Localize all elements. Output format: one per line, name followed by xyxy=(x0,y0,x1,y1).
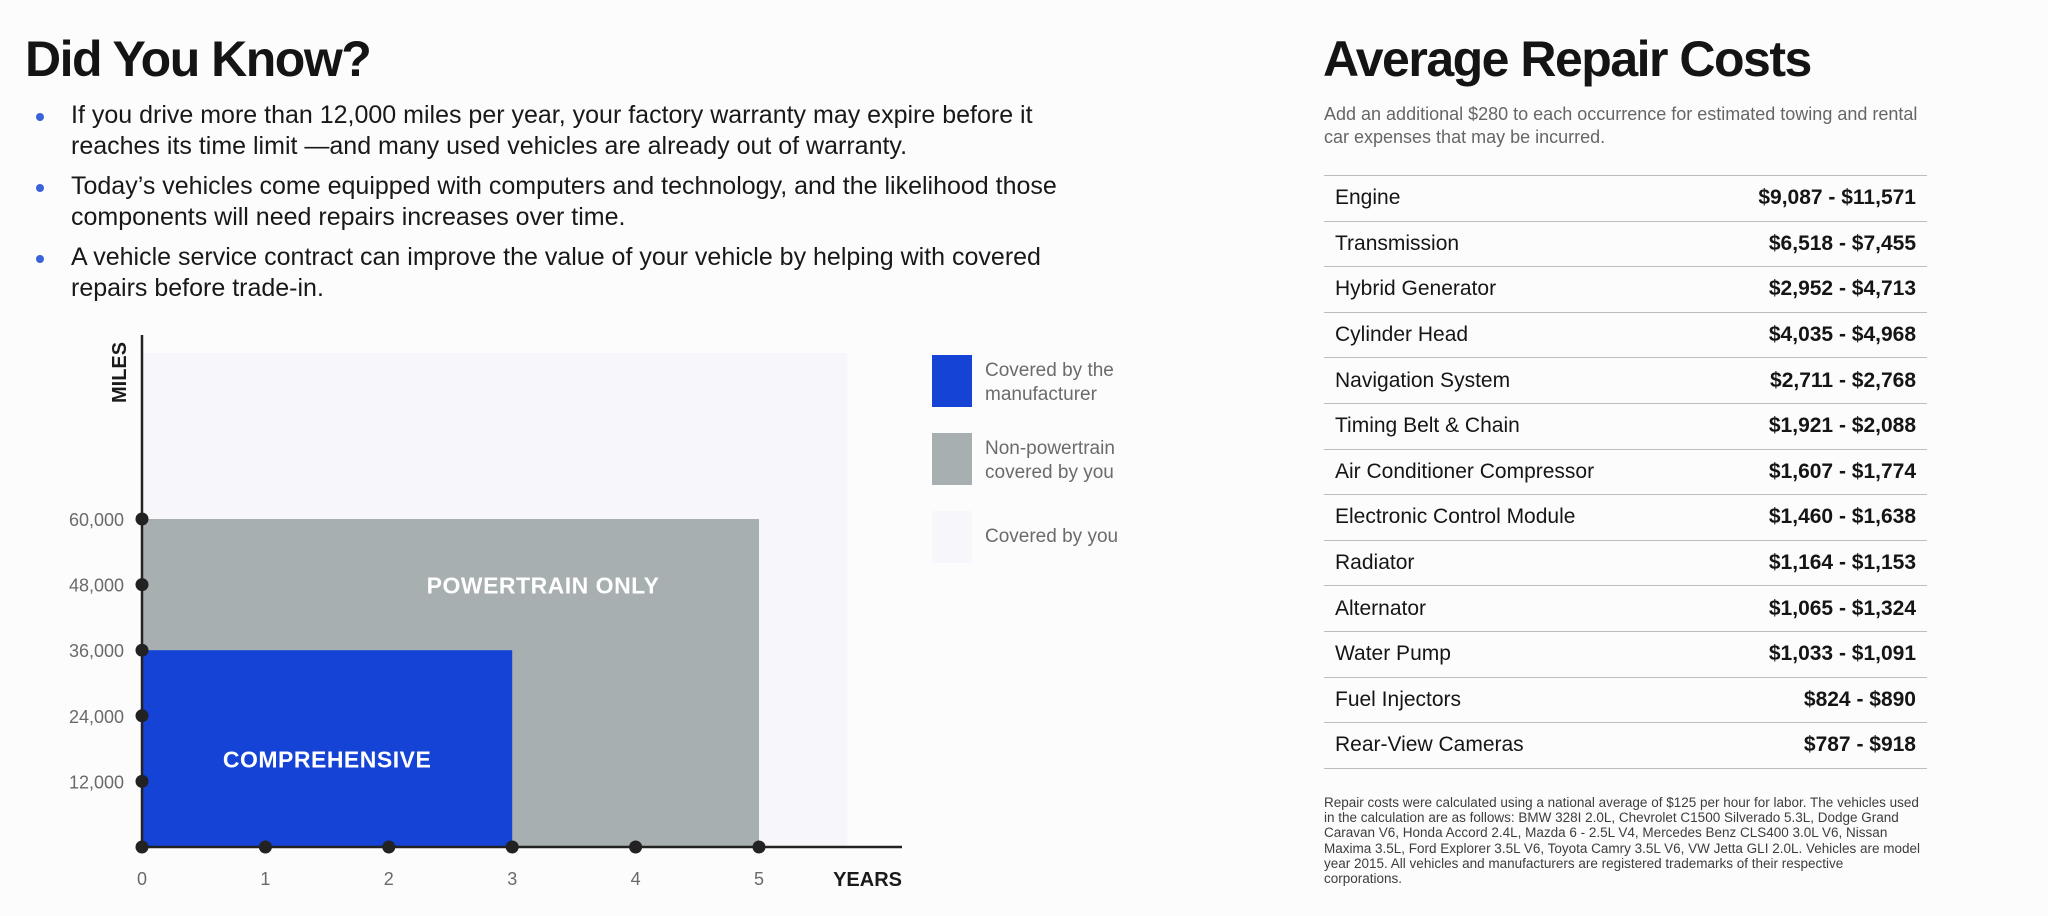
table-row xyxy=(1324,723,1927,769)
comprehensive-label: COMPREHENSIVE xyxy=(222,746,432,773)
table-row xyxy=(1324,677,1927,723)
x-tick-dot xyxy=(382,841,395,854)
fact-item xyxy=(30,242,1070,304)
y-tick-dot xyxy=(136,578,149,591)
y-tick-dot xyxy=(136,775,149,788)
repair-item: Engine xyxy=(1335,186,1401,210)
x-tick-label: 4 xyxy=(630,869,641,889)
table-row xyxy=(1324,221,1927,267)
did-you-know-title: Did You Know? xyxy=(25,31,371,87)
legend-swatch-non-powertrain xyxy=(932,433,972,485)
fact-item xyxy=(30,171,1070,233)
bullet-dot-icon xyxy=(36,113,44,121)
x-tick-label: 1 xyxy=(260,869,271,889)
repair-item: Hybrid Generator xyxy=(1335,277,1497,301)
repair-costs-title: Average Repair Costs xyxy=(1323,31,1811,87)
repair-cost: $9,087 - $11,571 xyxy=(1758,186,1916,210)
y-tick-label: 60,000 xyxy=(68,510,124,530)
facts-list xyxy=(30,100,1070,313)
table-row xyxy=(1324,631,1927,677)
repair-item: Fuel Injectors xyxy=(1335,687,1462,711)
repair-cost: $1,607 - $1,774 xyxy=(1768,459,1916,483)
table-row xyxy=(1324,176,1927,222)
repair-item: Electronic Control Module xyxy=(1335,505,1576,529)
repair-item: Air Conditioner Compressor xyxy=(1335,459,1595,483)
powertrain-label: POWERTRAIN ONLY xyxy=(426,572,660,599)
repair-item: Radiator xyxy=(1335,551,1415,575)
repair-cost: $787 - $918 xyxy=(1803,733,1916,757)
legend-label: Non-powertrain covered by you xyxy=(985,438,1115,483)
warranty-coverage-chart xyxy=(0,320,920,900)
y-tick-dot xyxy=(136,644,149,657)
table-row xyxy=(1324,312,1927,358)
table-row xyxy=(1324,403,1927,449)
y-tick-label: 36,000 xyxy=(68,641,124,662)
x-tick-label: 2 xyxy=(383,869,394,889)
repair-item: Water Pump xyxy=(1335,642,1451,666)
repair-cost: $2,952 - $4,713 xyxy=(1768,277,1916,301)
bullet-dot-icon xyxy=(36,184,44,192)
x-tick-dot xyxy=(506,841,519,854)
x-tick-label: 0 xyxy=(136,869,148,889)
repair-cost: $6,518 - $7,455 xyxy=(1768,231,1916,255)
y-tick-label: 48,000 xyxy=(68,575,124,596)
y-axis-title: MILES xyxy=(109,341,131,403)
repair-item: Timing Belt & Chain xyxy=(1335,414,1520,438)
bullet-dot-icon xyxy=(36,255,44,263)
legend-label: Covered by the manufacturer xyxy=(985,360,1114,405)
repair-costs-footnote: Repair costs were calculated using a national average of $125 per hour for labor. The vehicles used in the calculation are as follows: BMW 328I 2.0L, Chevrolet C1500 Silverado 5.3L, Dodge Grand Caravan V6, Honda Accord 2.4L, Mazda 6 - 2.5L V4, Mercedes Benz CLS400 3.0L V6, Nissan Maxima 3.5L, Ford Explorer 3.5L V6, Toyota Camry 3.5L V6, VW Jetta GLI 2.0L. Vehicles are model year 2015. All vehicles and manufacturers are registered trademarks of their respective corporations. xyxy=(1324,795,1921,887)
repair-cost: $4,035 - $4,968 xyxy=(1768,323,1916,347)
repair-costs-table xyxy=(1324,175,1927,769)
x-tick-dot xyxy=(136,841,149,854)
repair-item: Rear-View Cameras xyxy=(1335,733,1524,757)
fact-item xyxy=(30,100,1070,162)
y-tick-label: 24,000 xyxy=(68,706,124,727)
repair-cost: $1,033 - $1,091 xyxy=(1768,642,1916,666)
legend-label: Covered by you xyxy=(985,526,1119,547)
repair-cost: $824 - $890 xyxy=(1803,687,1916,711)
x-tick-label: 5 xyxy=(753,869,765,889)
x-tick-dot xyxy=(629,841,642,854)
table-row xyxy=(1324,358,1927,404)
x-tick-dot xyxy=(259,841,272,854)
table-row xyxy=(1324,586,1927,632)
repair-item: Alternator xyxy=(1335,596,1427,620)
fact-text: A vehicle service contract can improve the value of your vehicle by helping with covered repairs before trade-in. xyxy=(71,243,1041,302)
repair-item: Transmission xyxy=(1335,231,1460,255)
repair-cost: $1,065 - $1,324 xyxy=(1768,596,1916,620)
x-axis-title: YEARS xyxy=(833,869,902,891)
repair-cost: $1,164 - $1,153 xyxy=(1768,551,1916,575)
repair-cost: $1,921 - $2,088 xyxy=(1768,414,1916,438)
table-row xyxy=(1324,449,1927,495)
y-tick-dot xyxy=(136,709,149,722)
fact-text: Today’s vehicles come equipped with computers and technology, and the likelihood those components will need repairs increases over time. xyxy=(71,172,1057,231)
y-tick-dot xyxy=(136,513,149,526)
table-row xyxy=(1324,495,1927,541)
repair-costs-subtitle: Add an additional $280 to each occurrence for estimated towing and rental car expenses that may be incurred. xyxy=(1324,104,1918,147)
legend-swatch-covered-by-you xyxy=(932,511,972,563)
repair-cost: $2,711 - $2,768 xyxy=(1770,368,1916,392)
x-tick-dot xyxy=(753,841,766,854)
legend-swatch-manufacturer xyxy=(932,355,972,407)
repair-item: Navigation System xyxy=(1335,368,1511,392)
table-row xyxy=(1324,540,1927,586)
y-tick-label: 12,000 xyxy=(68,772,124,793)
x-tick-label: 3 xyxy=(507,869,518,889)
repair-cost: $1,460 - $1,638 xyxy=(1768,505,1916,529)
fact-text: If you drive more than 12,000 miles per year, your factory warranty may expire before it reaches its time limit —and many used vehicles are already out of warranty. xyxy=(71,101,1033,160)
repair-item: Cylinder Head xyxy=(1335,323,1469,347)
table-row xyxy=(1324,267,1927,313)
